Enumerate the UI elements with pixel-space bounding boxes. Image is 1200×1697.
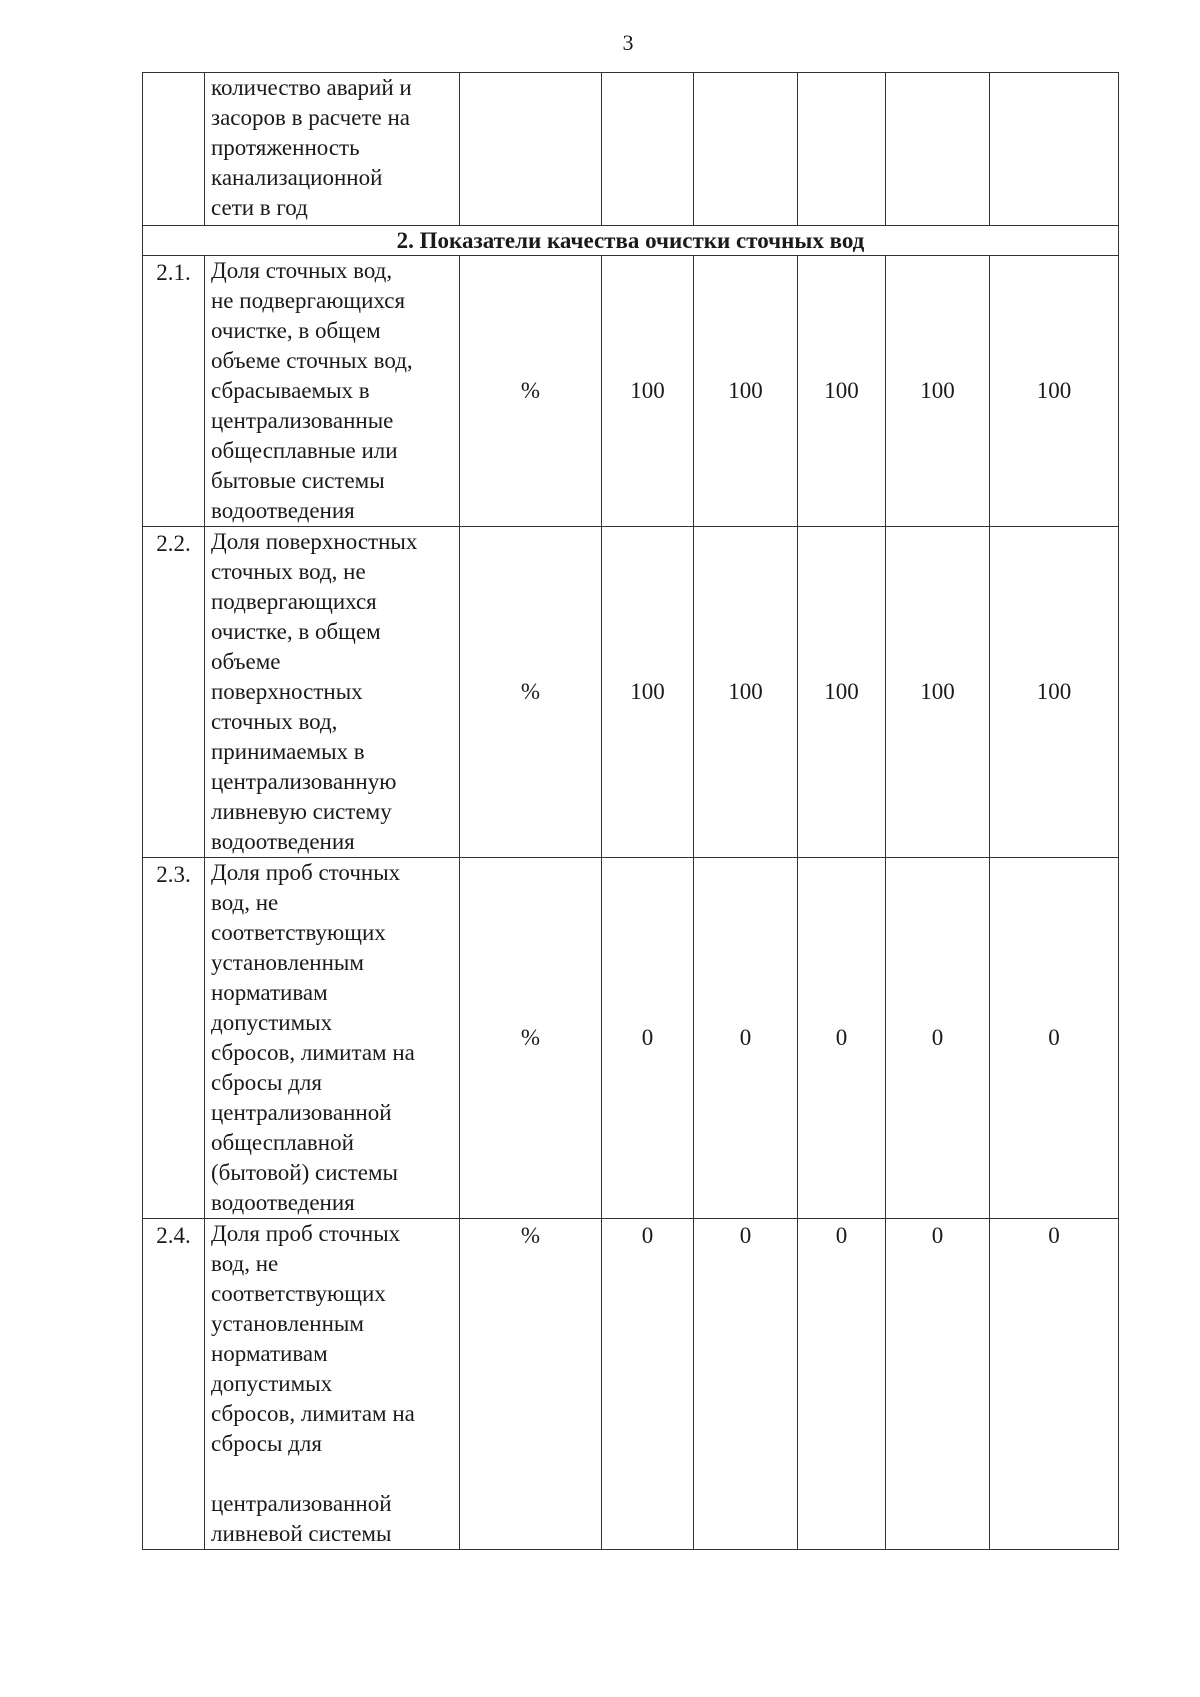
value-cell	[798, 73, 886, 226]
value-cell: 0	[990, 1219, 1119, 1550]
value-cell: 0	[602, 858, 694, 1219]
value-cell: 0	[798, 858, 886, 1219]
unit-cell: %	[460, 527, 602, 858]
indicator-name: Доля поверхностных сточных вод, не подвергающихся очистке, в общем объеме поверхностных сточных вод, принимаемых в централизованную ливневую систему водоотведения	[205, 527, 460, 858]
value-cell	[602, 73, 694, 226]
value-cell: 100	[886, 256, 990, 527]
value-cell: 100	[798, 527, 886, 858]
value-cell	[886, 73, 990, 226]
value-cell	[990, 73, 1119, 226]
value-cell: 100	[798, 256, 886, 527]
unit-cell: %	[460, 858, 602, 1219]
value-cell: 100	[694, 256, 798, 527]
value-cell: 0	[886, 858, 990, 1219]
table-row	[143, 73, 1119, 226]
value-cell: 0	[602, 1219, 694, 1550]
value-cell	[694, 73, 798, 226]
value-cell: 100	[990, 527, 1119, 858]
indicator-name: Доля проб сточных вод, не соответствующих установленным нормативам допустимых сбросов, лимитам на сбросы для централизованной ливневой системы	[205, 1219, 460, 1550]
indicator-name: Доля сточных вод, не подвергающихся очистке, в общем объеме сточных вод, сбрасываемых в централизованные общесплавные или бытовые системы водоотведения	[205, 256, 460, 527]
row-number	[143, 73, 205, 226]
section-title: 2. Показатели качества очистки сточных вод	[143, 226, 1119, 256]
row-number: 2.4.	[143, 1219, 205, 1550]
indicator-name: количество аварий и засоров в расчете на протяженность канализационной сети в год	[205, 73, 460, 226]
row-number: 2.3.	[143, 858, 205, 1219]
table-row	[143, 527, 1119, 858]
unit-cell: %	[460, 1219, 602, 1550]
section-header-row	[143, 226, 1119, 256]
value-cell: 100	[990, 256, 1119, 527]
value-cell: 0	[694, 1219, 798, 1550]
value-cell: 100	[602, 527, 694, 858]
value-cell: 0	[886, 1219, 990, 1550]
value-cell: 100	[886, 527, 990, 858]
indicators-table	[142, 72, 1119, 1550]
value-cell: 0	[798, 1219, 886, 1550]
value-cell: 100	[694, 527, 798, 858]
table-row	[143, 1219, 1119, 1550]
value-cell: 0	[694, 858, 798, 1219]
value-cell: 100	[602, 256, 694, 527]
unit-cell: %	[460, 256, 602, 527]
unit-cell	[460, 73, 602, 226]
table-row	[143, 858, 1119, 1219]
indicator-name: Доля проб сточных вод, не соответствующих установленным нормативам допустимых сбросов, лимитам на сбросы для централизованной общесплавной (бытовой) системы водоотведения	[205, 858, 460, 1219]
row-number: 2.1.	[143, 256, 205, 527]
table-row	[143, 256, 1119, 527]
value-cell: 0	[990, 858, 1119, 1219]
row-number: 2.2.	[143, 527, 205, 858]
page-number: 3	[622, 30, 634, 55]
